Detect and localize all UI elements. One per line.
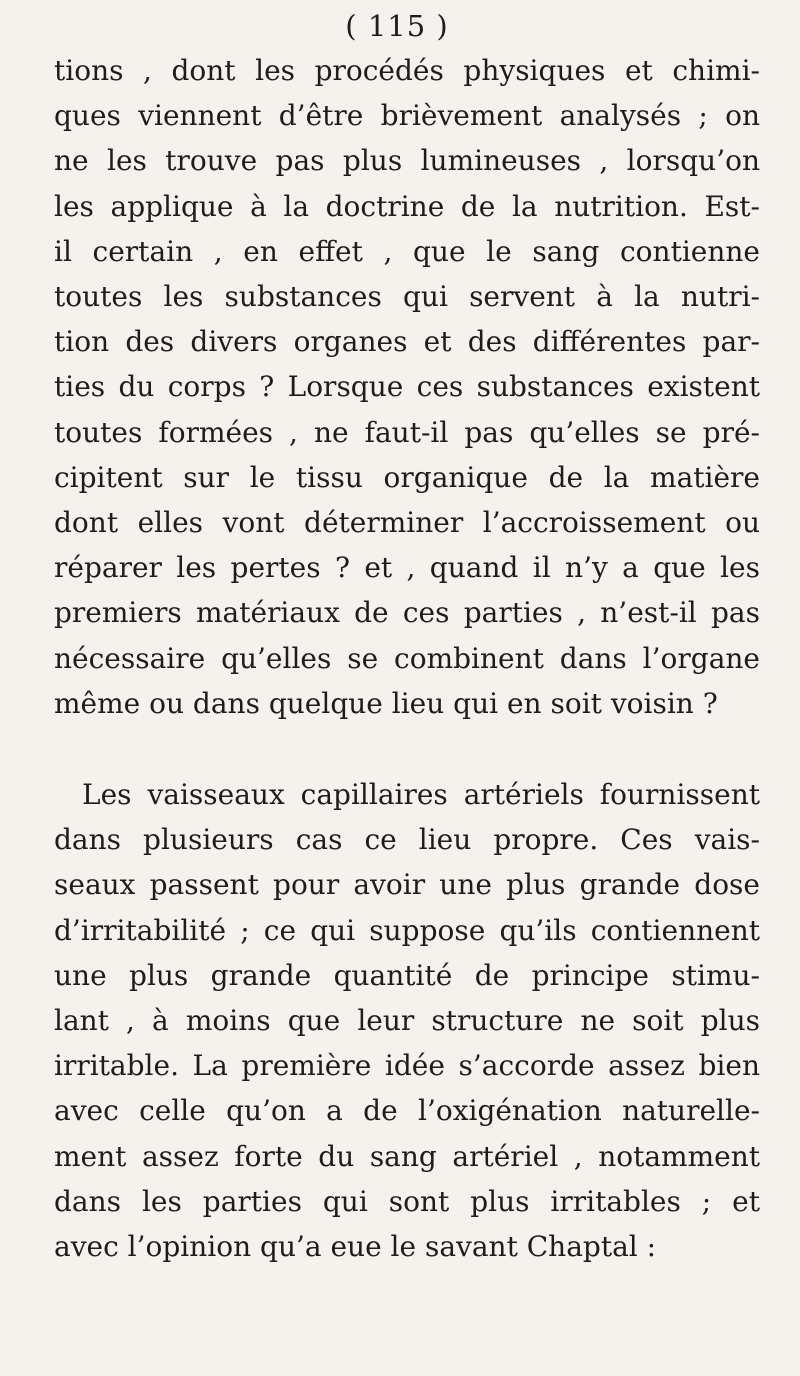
paragraph-2: [54, 772, 760, 1269]
text-line: une plus grande quantité de principe stimu-: [54, 958, 760, 992]
text-line: toutes les substances qui servent à la nutri-: [54, 280, 760, 314]
text-line: nécessaire qu’elles se combinent dans l’organe: [54, 641, 760, 675]
text-line: ques viennent d’être brièvement analysés ; on: [54, 99, 760, 133]
text-line: dans les parties qui sont plus irritables ; et: [54, 1184, 760, 1218]
text-line: réparer les pertes ? et , quand il n’y a que les: [54, 551, 760, 585]
text-line: cipitent sur le tissu organique de la matière: [54, 460, 760, 494]
text-line: seaux passent pour avoir une plus grande dose: [54, 868, 760, 902]
page-number: ( 115 ): [345, 9, 449, 43]
text-line: d’irritabilité ; ce qui suppose qu’ils contiennent: [54, 913, 760, 947]
text-line: premiers matériaux de ces parties , n’est-il pas: [54, 596, 760, 630]
text-line: ties du corps ? Lorsque ces substances existent: [54, 370, 760, 404]
text-line: il certain , en effet , que le sang contienne: [54, 234, 760, 268]
text-line: Les vaisseaux capillaires artériels fournissent: [82, 778, 760, 812]
text-line: avec l’opinion qu’a eue le savant Chaptal :: [54, 1230, 657, 1264]
text-line: tions , dont les procédés physiques et chimi-: [54, 54, 760, 87]
text-line: même ou dans quelque lieu qui en soit voisin ?: [54, 686, 718, 720]
text-line: avec celle qu’on a de l’oxigénation naturelle-: [54, 1094, 760, 1128]
text-line: toutes formées , ne faut-il pas qu’elles se pré-: [54, 415, 760, 449]
text-line: ne les trouve pas plus lumineuses , lorsqu’on: [54, 144, 760, 178]
text-line: tion des divers organes et des différentes par-: [54, 325, 760, 359]
text-line: irritable. La première idée s’accorde assez bien: [54, 1049, 760, 1083]
paragraph-1: [54, 48, 760, 726]
text-line: les applique à la doctrine de la nutrition. Est-: [54, 189, 760, 223]
text-line: dont elles vont déterminer l’accroissement ou: [54, 506, 760, 540]
text-line: dans plusieurs cas ce lieu propre. Ces vais-: [54, 823, 760, 857]
text-line: lant , à moins que leur structure ne soit plus: [54, 1004, 760, 1038]
text-line: ment assez forte du sang artériel , notamment: [54, 1139, 760, 1173]
